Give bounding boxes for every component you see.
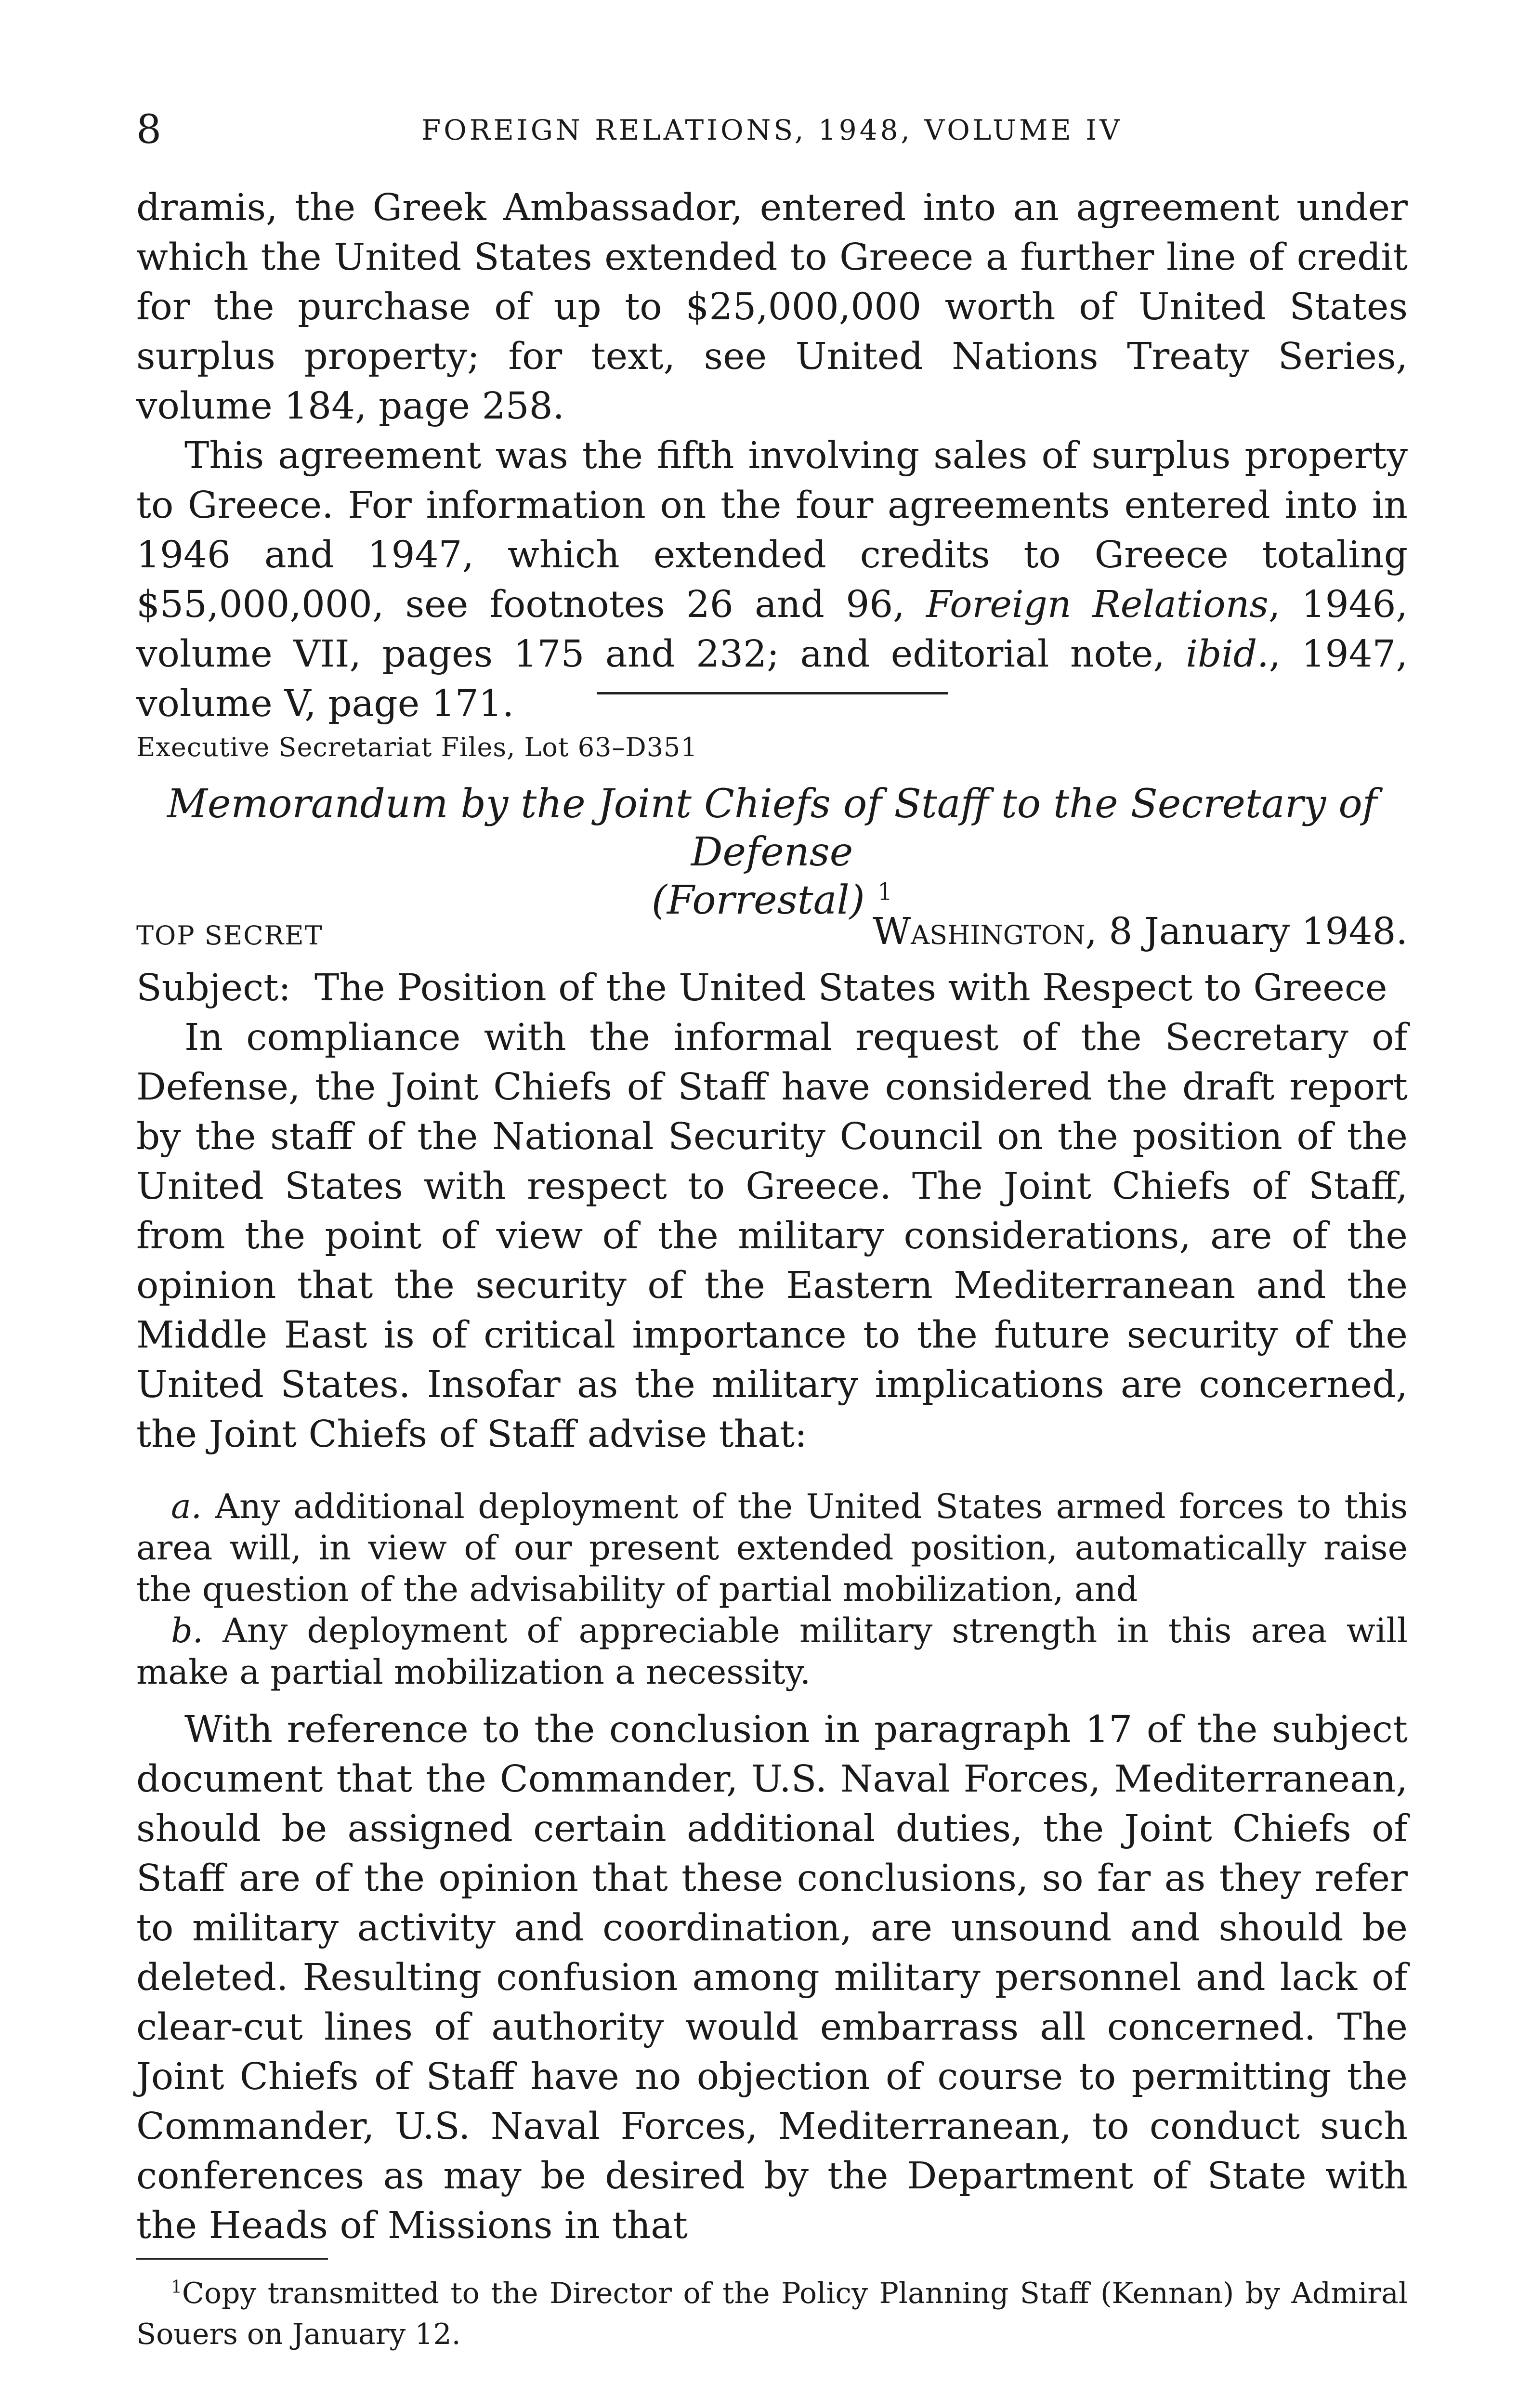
- subject-line: [136, 963, 1408, 1013]
- advice-item-a-label: a.: [171, 1487, 202, 1526]
- ibid-italic: ibid.: [1186, 633, 1269, 676]
- dateline: [873, 908, 1408, 956]
- document-title: [136, 780, 1408, 925]
- subject-text: The Position of the United States with Respect to Greece: [314, 967, 1387, 1009]
- advice-item-a: [136, 1486, 1408, 1610]
- intro-paragraph-2-start: This agreement was the fifth involving sales of surplus property to Greece. For information on the four agreements entered into in 1946 and 1947, which extended credits to Greece totaling $55,000,000, see footnotes 26 and 96,: [136, 434, 1408, 626]
- footnote-reference: 1: [877, 877, 893, 906]
- document-title-line-1: Memorandum by the Joint Chiefs of Staff to the Secretary of Defense: [167, 781, 1377, 875]
- running-title: FOREIGN RELATIONS, 1948, VOLUME IV: [421, 114, 1123, 146]
- footnote-divider: [136, 2258, 328, 2260]
- document-title-recipient: (Forrestal): [651, 877, 865, 923]
- memorandum-body-continued: [136, 1705, 1408, 2251]
- memorandum-paragraph-2: With reference to the conclusion in paragraph 17 of the subject document that the Commander, U.S. Naval Forces, Mediterranean, should be assigned certain additional duties, the Joint Chiefs of Staff are of the opinion that these conclusions, so far as they refer to military activity and coordination, are unsound and should be deleted. Resulting confusion among military personnel and lack of clear-cut lines of authority would embarrass all concerned. The Joint Chiefs of Staff have no objection of course to permitting the Commander, U.S. Naval Forces, Mediterranean, to conduct such conferences as may be desired by the Department of State with the Heads of Missions in that: [136, 1708, 1408, 2247]
- footnote-text: Copy transmitted to the Director of the Policy Planning Staff (Kennan) by Admiral Souers on January 12.: [136, 2277, 1408, 2351]
- dateline-date: , 8 January 1948.: [1085, 910, 1408, 953]
- classification-line: [136, 908, 1408, 956]
- advice-item-b: [136, 1610, 1408, 1693]
- page-number: 8: [136, 107, 162, 153]
- intro-paragraph-2-end: , 1947, volume V, page 171.: [136, 633, 1408, 725]
- advice-item-a-text: Any additional deployment of the United States armed forces to this area will, in view of our present extended position, automatically raise the question of the advisability of partial mobilization, and: [136, 1487, 1408, 1609]
- advice-list: [136, 1486, 1408, 1693]
- section-divider: [597, 692, 948, 694]
- intro-paragraph-1: dramis, the Greek Ambassador, entered into an agreement under which the United States extended to Greece a further line of credit for the purchase of up to $25,000,000 worth of United States surplus property; for text, see United Nations Treaty Series, volume 184, page 258.: [136, 186, 1408, 428]
- footnote-1: [136, 2273, 1408, 2355]
- advice-item-b-label: b.: [171, 1611, 204, 1650]
- document-source: Executive Secretariat Files, Lot 63–D351: [136, 732, 698, 762]
- advice-item-b-text: Any deployment of appreciable military strength in this area will make a partial mobilization a necessity.: [136, 1611, 1408, 1692]
- memorandum-paragraph-1: In compliance with the informal request of the Secretary of Defense, the Joint Chiefs of Staff have considered the draft report by the staff of the National Security Council on the position of the United States with respect to Greece. The Joint Chiefs of Staff, from the point of view of the military considerations, are of the opinion that the security of the Eastern Mediterranean and the Middle East is of critical importance to the future security of the United States. Insofar as the military implications are concerned, the Joint Chiefs of Staff advise that:: [136, 1016, 1408, 1456]
- dateline-place: Washington: [873, 910, 1086, 953]
- memorandum-body: [136, 963, 1408, 1459]
- footnote-marker: 1: [171, 2277, 182, 2297]
- subject-label: Subject:: [136, 967, 291, 1009]
- classification: TOP SECRET: [136, 920, 323, 951]
- footnote: [136, 2273, 1408, 2355]
- foreign-relations-italic: Foreign Relations: [926, 583, 1269, 626]
- intro-text: [136, 183, 1408, 729]
- intro-paragraph-2-mid: , 1946, volume VII, pages 175 and 232; and editorial note,: [136, 583, 1408, 676]
- page-header: [136, 104, 1408, 157]
- intro-paragraph-2: [136, 431, 1408, 729]
